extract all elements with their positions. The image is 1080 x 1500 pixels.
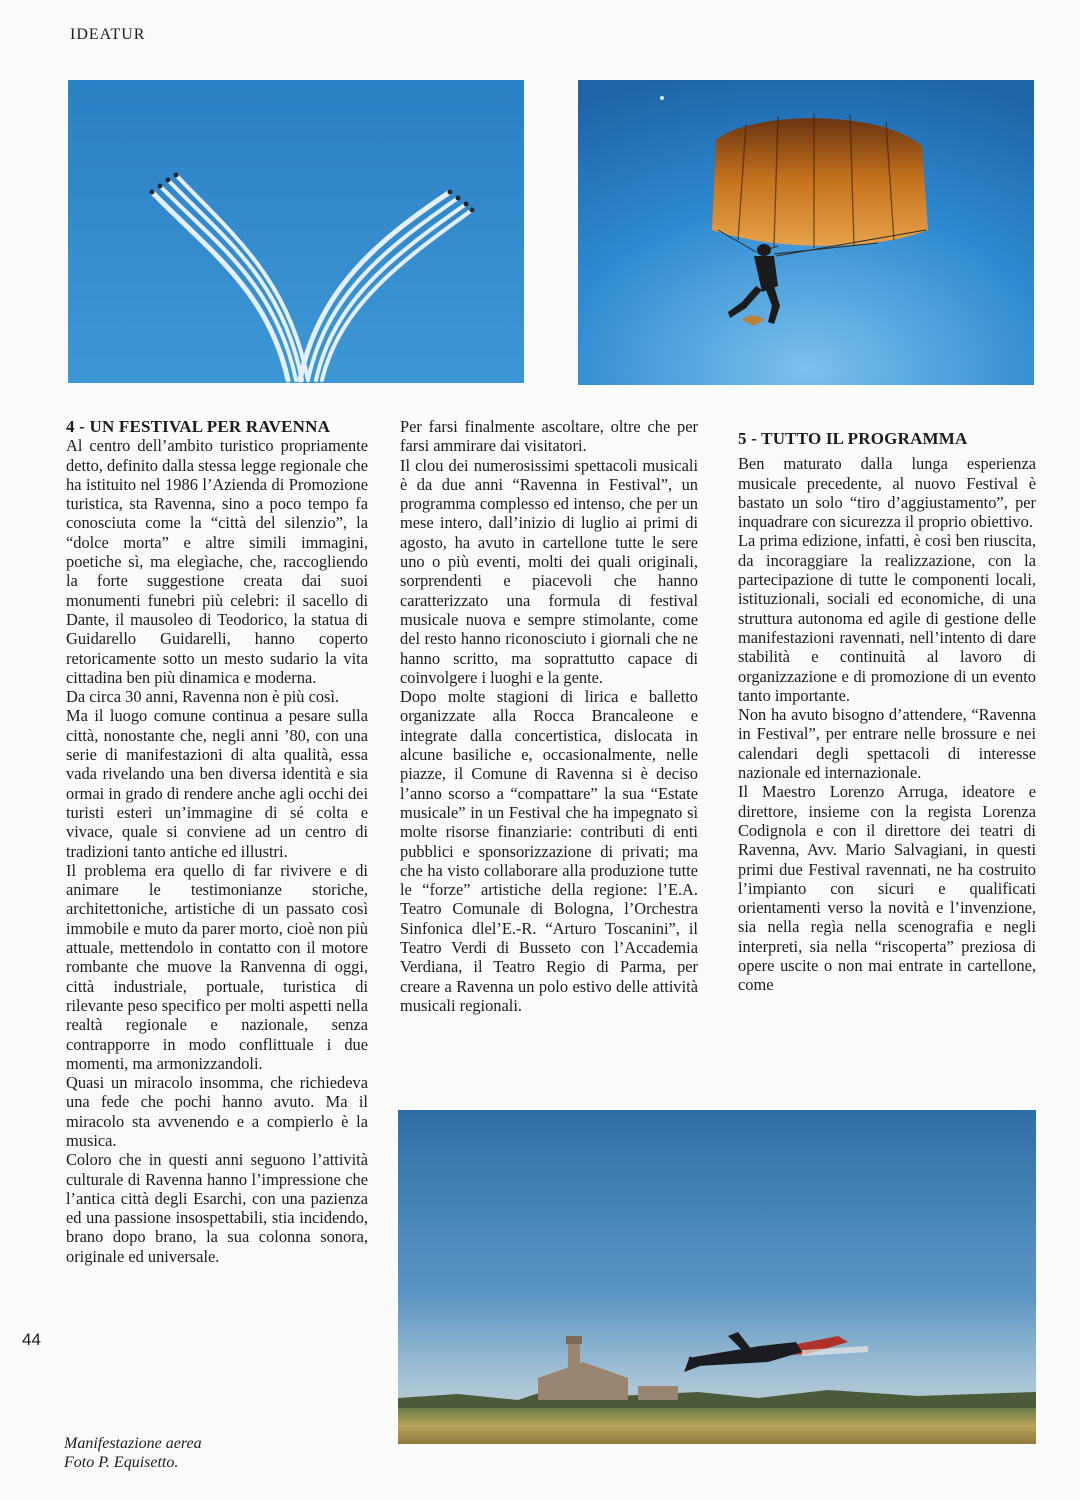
paragraph: Coloro che in questi anni seguono l’attività culturale di Ravenna hanno l’impressione che l’antica città degli Esarchi, con una pazienza ed una passione insospettabili, stia incidendo, brano dopo brano, la sua colonna sonora, originale ed universale. — [66, 1150, 368, 1266]
jet-flyover-photo — [398, 1110, 1036, 1444]
paragraph: Non ha avuto bisogno d’attendere, “Ravenna in Festival”, per entrare nelle brossure e nei calendari degli spettacoli di interesse nazionale ed internazionale. — [738, 705, 1036, 783]
photo-caption — [64, 1434, 202, 1472]
paragraph: Il clou dei numerosissimi spettacoli musicali è da due anni “Ravenna in Festival”, un programma complesso ed intenso, che per un mese intero, dall’inizio di luglio ai primi di agosto, ha avuto in cartellone tutte le sere uno o più eventi, molti dei quali originali, sorprendenti e piacevoli che hanno caratterizzato una formula di festival musicale nuova e sempre stimolante, come del resto hanno riconosciuto i giornali che ne hanno scritto, ma soprattutto capace di coinvolgere i luoghi e la gente. — [400, 455, 698, 687]
article-column-3 — [738, 417, 1036, 995]
paragraph: Dopo molte stagioni di lirica e balletto organizzate alla Rocca Brancaleone e integrate dalla concertistica, dislocata in alcune basiliche e, occasionalmente, nelle piazze, il Comune di Ravenna si è deciso l’anno scorso a “compattare” la sua “Estate musicale” in un Festival che ha impegnato sì molte risorse finanziarie: contributi di enti pubblici e sponsorizzazione di privati; ma che ha visto collaborare alla produzione tutte le “forze” artistiche della regione: l’E.A. Teatro Comunale di Bologna, l’Orchestra Sinfonica dlel’E.-R. “Arturo Toscanini”, il Teatro Verdi di Busseto con l’Accademia Verdiana, il Teatro Regio di Parma, per creare a Ravenna un polo estivo delle attività musicali regionali. — [400, 687, 698, 1015]
article-column-2 — [400, 417, 698, 1015]
paragraph: Ma il luogo comune continua a pesare sulla città, nonostante che, negli anni ’80, con una serie di manifestazioni di alta qualità, essa vada rivelando una ben diversa identità e sia ormai in grado di rendere anche agli occhi dei turisti esteri un’immagine di sé colta e vivace, quale si conviene ad un centro di tradizioni tanto antiche ed illustri. — [66, 706, 368, 861]
paragraph: Il Maestro Lorenzo Arruga, ideatore e direttore, insieme con la regista Lorenza Codignola e con il direttore dei teatri di Ravenna, Avv. Mario Salvagiani, in questi primi due Festival ravennati, ne ha costruito l’impianto con sicuri e qualificati orientamenti verso la novità e l’invenzione, sia nella regìa nella scenografia e negli interpreti, sia nella “riscoperta” preziosa di opere uscite o non mai entrate in cartellone, come — [738, 782, 1036, 995]
paragraph: La prima edizione, infatti, è così ben riuscita, da incoraggiare la realizzazione, con la partecipazione di tutte le componenti locali, istituzionali, sociali ed economiche, di una struttura autonoma ed agile di gestione delle manifestazioni ravennati, nell’intento di dare stabilità e continuità al lavoro di organizzazione e di promozione di un evento tanto importante. — [738, 531, 1036, 705]
aerobatic-jets-photo — [68, 80, 524, 383]
paragraph: Il problema era quello di far rivivere e di animare le testimonianze storiche, architettoniche, artistiche di un passato così immobile e muto da parer morto, cioè non più attuale, mettendolo in contatto con il motore rombante che muove la Ranvenna di oggi, città industriale, portuale, turistica di rilevante peso specifico per molti aspetti nella realtà regionale e nazionale, senza contrapporre in modo conflittuale i due momenti, ma armonizzandoli. — [66, 860, 368, 1073]
running-head: IDEATUR — [70, 26, 146, 43]
paragraph: Ben maturato dalla lunga esperienza musicale precedente, al nuovo Festival è bastato un solo “tiro d’aggiustamento”, per inquadrare con sicurezza il proprio obiettivo. — [738, 454, 1036, 532]
parachutist-photo — [578, 80, 1034, 385]
caption-title: Manifestazione aerea — [64, 1435, 202, 1452]
caption-credit: Foto P. Equisetto. — [64, 1454, 179, 1471]
paragraph: Da circa 30 anni, Ravenna non è più così. — [66, 687, 340, 707]
article-column-1 — [66, 417, 368, 1266]
section-4-heading: 4 - UN FESTIVAL PER RAVENNA — [66, 417, 331, 436]
page-number: 44 — [22, 1330, 41, 1349]
paragraph: Per farsi finalmente ascoltare, oltre che per farsi ammirare dai visitatori. — [400, 417, 698, 456]
section-5-heading: 5 - TUTTO IL PROGRAMMA — [738, 429, 968, 448]
paragraph: Al centro dell’ambito turistico propriamente detto, definito dalla stessa legge regionale che ha istituito nel 1986 l’Azienda di Promozione turistica, sta Ravenna, sino a poco tempo fa conosciuta come la “città del silenzio”, la “dolce morta” e altre simili immagini, poetiche sì, ma elegìache, che, raccogliendo la forte suggestione creata dai suoi monumenti funebri più celebri: il sacello di Dante, il mausoleo di Teodorico, la statua di Guidarello Guidarelli, hanno coperto retoricamente sotto un mesto sudario la vita cittadina ben più dinamica e moderna. — [66, 436, 368, 687]
paragraph: Quasi un miracolo insomma, che richiedeva una fede che pochi hanno avuto. Ma il miracolo sta avvenendo e a compierlo è la musica. — [66, 1073, 368, 1150]
